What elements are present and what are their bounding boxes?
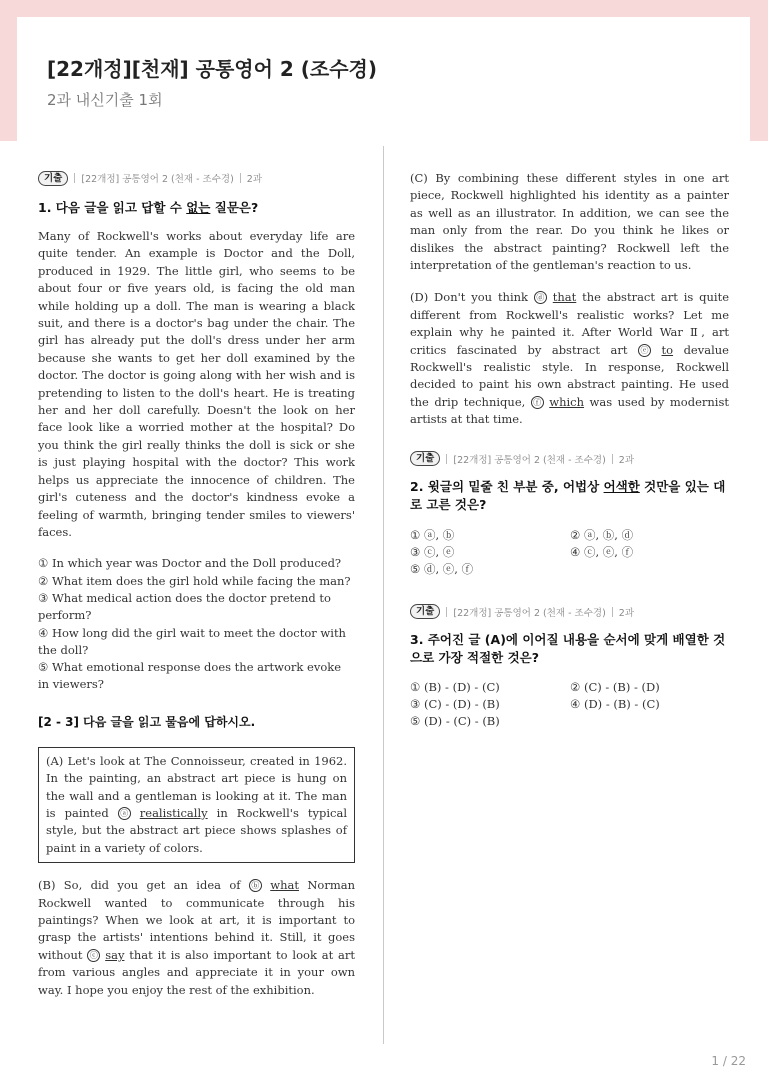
answer-option[interactable]: ③ ⓒ, ⓔ bbox=[410, 544, 455, 559]
left-column bbox=[38, 170, 355, 999]
answer-option[interactable]: ④ (D) - (B) - (C) bbox=[570, 696, 660, 711]
answer-option[interactable]: ② ⓐ, ⓑ, ⓓ bbox=[570, 527, 634, 542]
title-text: 질문은? bbox=[210, 200, 259, 215]
meta-source: [22개정] 공통영어 2 (천재 - 조수경) bbox=[453, 454, 606, 466]
exam-tag-badge: 기출 bbox=[410, 451, 440, 466]
document-subtitle: 2과 내신기출 1회 bbox=[47, 91, 163, 109]
underlined-d: that bbox=[552, 290, 577, 305]
passage-d: (D) Don't you think ⓓ that the abstract art is quite different from Rockwell's realistic works? Let me explain why he painted it. After World War Ⅱ, art critics fascinated by abstract art ⓔ to devalue Rockwell's realistic style. In response, Rockwell decided to paint his own abstract painting. He used the drip technique, ⓕ which was used by modernist artists at that time. bbox=[410, 290, 730, 427]
answer-option[interactable]: ④ ⓒ, ⓔ, ⓕ bbox=[570, 544, 634, 559]
passage-b: (B) So, did you get an idea of ⓑ what Norman Rockwell wanted to communicate through his paintings? When we look at art, it is important to grasp the artists' intentions behind it. Still, it goes without ⓒ say that it is also important to look at art from various angles and appreciate it in your own way. I hope you enjoy the rest of the exhibition. bbox=[38, 878, 356, 997]
passage-c: (C) By combining these different styles in one art piece, Rockwell highlighted his identity as a painter as well as an illustrator. In addition, we can see the man only from the rear. Do you think he likes or dislikes the abstract painting? Rockwell left the interpretation of the gentleman's reaction to us. bbox=[410, 171, 729, 273]
meta-lesson: 2과 bbox=[246, 174, 263, 185]
meta-lesson: 2과 bbox=[618, 607, 635, 619]
document-title: [22개정][천재] 공통영어 2 (조수경) bbox=[47, 57, 378, 81]
question-2-options bbox=[410, 527, 729, 579]
meta-source: [22개정] 공통영어 2 (천재 - 조수경) bbox=[453, 607, 606, 619]
question-3-title: 3. 주어진 글 (A)에 이어질 내용을 순서에 맞게 배열한 것으로 가장 적절한 것은? bbox=[410, 631, 726, 665]
page-number: 1 / 22 bbox=[711, 1054, 746, 1068]
answer-option[interactable]: ⑤ (D) - (C) - (B) bbox=[410, 714, 500, 729]
answer-option[interactable]: ② What item does the girl hold while facing the man? bbox=[38, 573, 351, 588]
title-text: 2. 윗글의 밑줄 친 부분 중, 어법상 bbox=[410, 478, 604, 494]
question-1-meta bbox=[38, 170, 355, 186]
title-text: 것만을 있는 대로 고른 것은? bbox=[410, 478, 726, 512]
answer-option[interactable]: ③ (C) - (D) - (B) bbox=[410, 696, 500, 711]
column-divider bbox=[383, 146, 384, 1044]
question-2-meta bbox=[410, 451, 729, 467]
right-column bbox=[410, 170, 729, 730]
title-text: 1. 다음 글을 읽고 답할 수 bbox=[38, 200, 187, 215]
underlined-c: say bbox=[105, 947, 125, 962]
question-1-title bbox=[38, 199, 355, 217]
underlined-e: to bbox=[661, 342, 674, 357]
meta-separator bbox=[612, 454, 613, 464]
title-emphasis: 없는 bbox=[186, 200, 211, 215]
marker-d: ⓓ bbox=[534, 291, 547, 304]
underlined-b: what bbox=[270, 878, 299, 893]
answer-option[interactable]: ① (B) - (D) - (C) bbox=[410, 679, 500, 694]
meta-separator bbox=[240, 173, 241, 183]
answer-option[interactable]: ② (C) - (B) - (D) bbox=[570, 679, 660, 694]
meta-lesson: 2과 bbox=[618, 454, 635, 466]
meta-separator bbox=[612, 607, 613, 617]
meta-separator bbox=[446, 454, 447, 464]
answer-option[interactable]: ⑤ What emotional response does the artwork evoke in viewers? bbox=[38, 660, 342, 692]
marker-c: ⓒ bbox=[87, 949, 100, 962]
answer-option[interactable]: ③ What medical action does the doctor pretend to perform? bbox=[38, 590, 331, 623]
question-1-options bbox=[38, 555, 355, 693]
given-passage-box bbox=[38, 747, 355, 863]
marker-a: ⓐ bbox=[118, 807, 131, 820]
answer-option[interactable]: ① ⓐ, ⓑ bbox=[410, 527, 455, 542]
marker-b: ⓑ bbox=[249, 879, 262, 892]
exam-tag-badge: 기출 bbox=[410, 604, 440, 619]
question-3-meta bbox=[410, 604, 729, 620]
question-3-options bbox=[410, 679, 729, 731]
answer-option[interactable]: ④ How long did the girl wait to meet the doctor with the doll? bbox=[38, 625, 346, 657]
marker-e: ⓔ bbox=[638, 344, 651, 357]
question-group-heading: [2 - 3] 다음 글을 읽고 물음에 답하시오. bbox=[38, 714, 256, 729]
meta-source: [22개정] 공통영어 2 (천재 - 조수경) bbox=[81, 174, 234, 185]
marker-f: ⓕ bbox=[531, 396, 544, 409]
passage-a: (A) Let's look at The Connoisseur, created in 1962. In the painting, an abstract art piece is hung on the wall and a gentleman is looking at it. The man is painted ⓐ realistically in Rockwell's typical style, but the abstract art piece shows splashes of paint in a variety of colors. bbox=[46, 753, 348, 855]
answer-option[interactable]: ① In which year was Doctor and the Doll produced? bbox=[38, 556, 342, 571]
question-1-passage: Many of Rockwell's works about everyday life are quite tender. An example is Doctor and the Doll, produced in 1929. The little girl, who seems to be about four or five years old, is facing the old man while holding up a doll. The man is wearing a black suit, and there is a doctor's bag under the chair. The girl has already put the doll's dress under her arm because she wants to get her doll examined by the doctor. The doctor is going along with her wish and is pretending to listen to the doll's heart. He is treating her and her doll carefully. Doesn't the look on her face look like a worried mother at the hospital? Do you think the girl really thinks the doll is sick or she is just playing hospital with the doctor? This work helps us appreciate the innocence of children. The girl's cuteness and the doctor's kindness evoke a feeling of warmth, bringing tender smiles to viewers' faces. bbox=[38, 229, 355, 539]
underlined-f: which bbox=[549, 394, 585, 409]
underlined-a: realistically bbox=[139, 805, 208, 820]
meta-separator bbox=[74, 173, 75, 183]
title-emphasis: 어색한 bbox=[603, 478, 640, 494]
exam-tag-badge: 기출 bbox=[38, 171, 68, 186]
answer-option[interactable]: ⑤ ⓓ, ⓔ, ⓕ bbox=[410, 562, 474, 577]
question-2-title bbox=[410, 478, 729, 514]
meta-separator bbox=[446, 607, 447, 617]
